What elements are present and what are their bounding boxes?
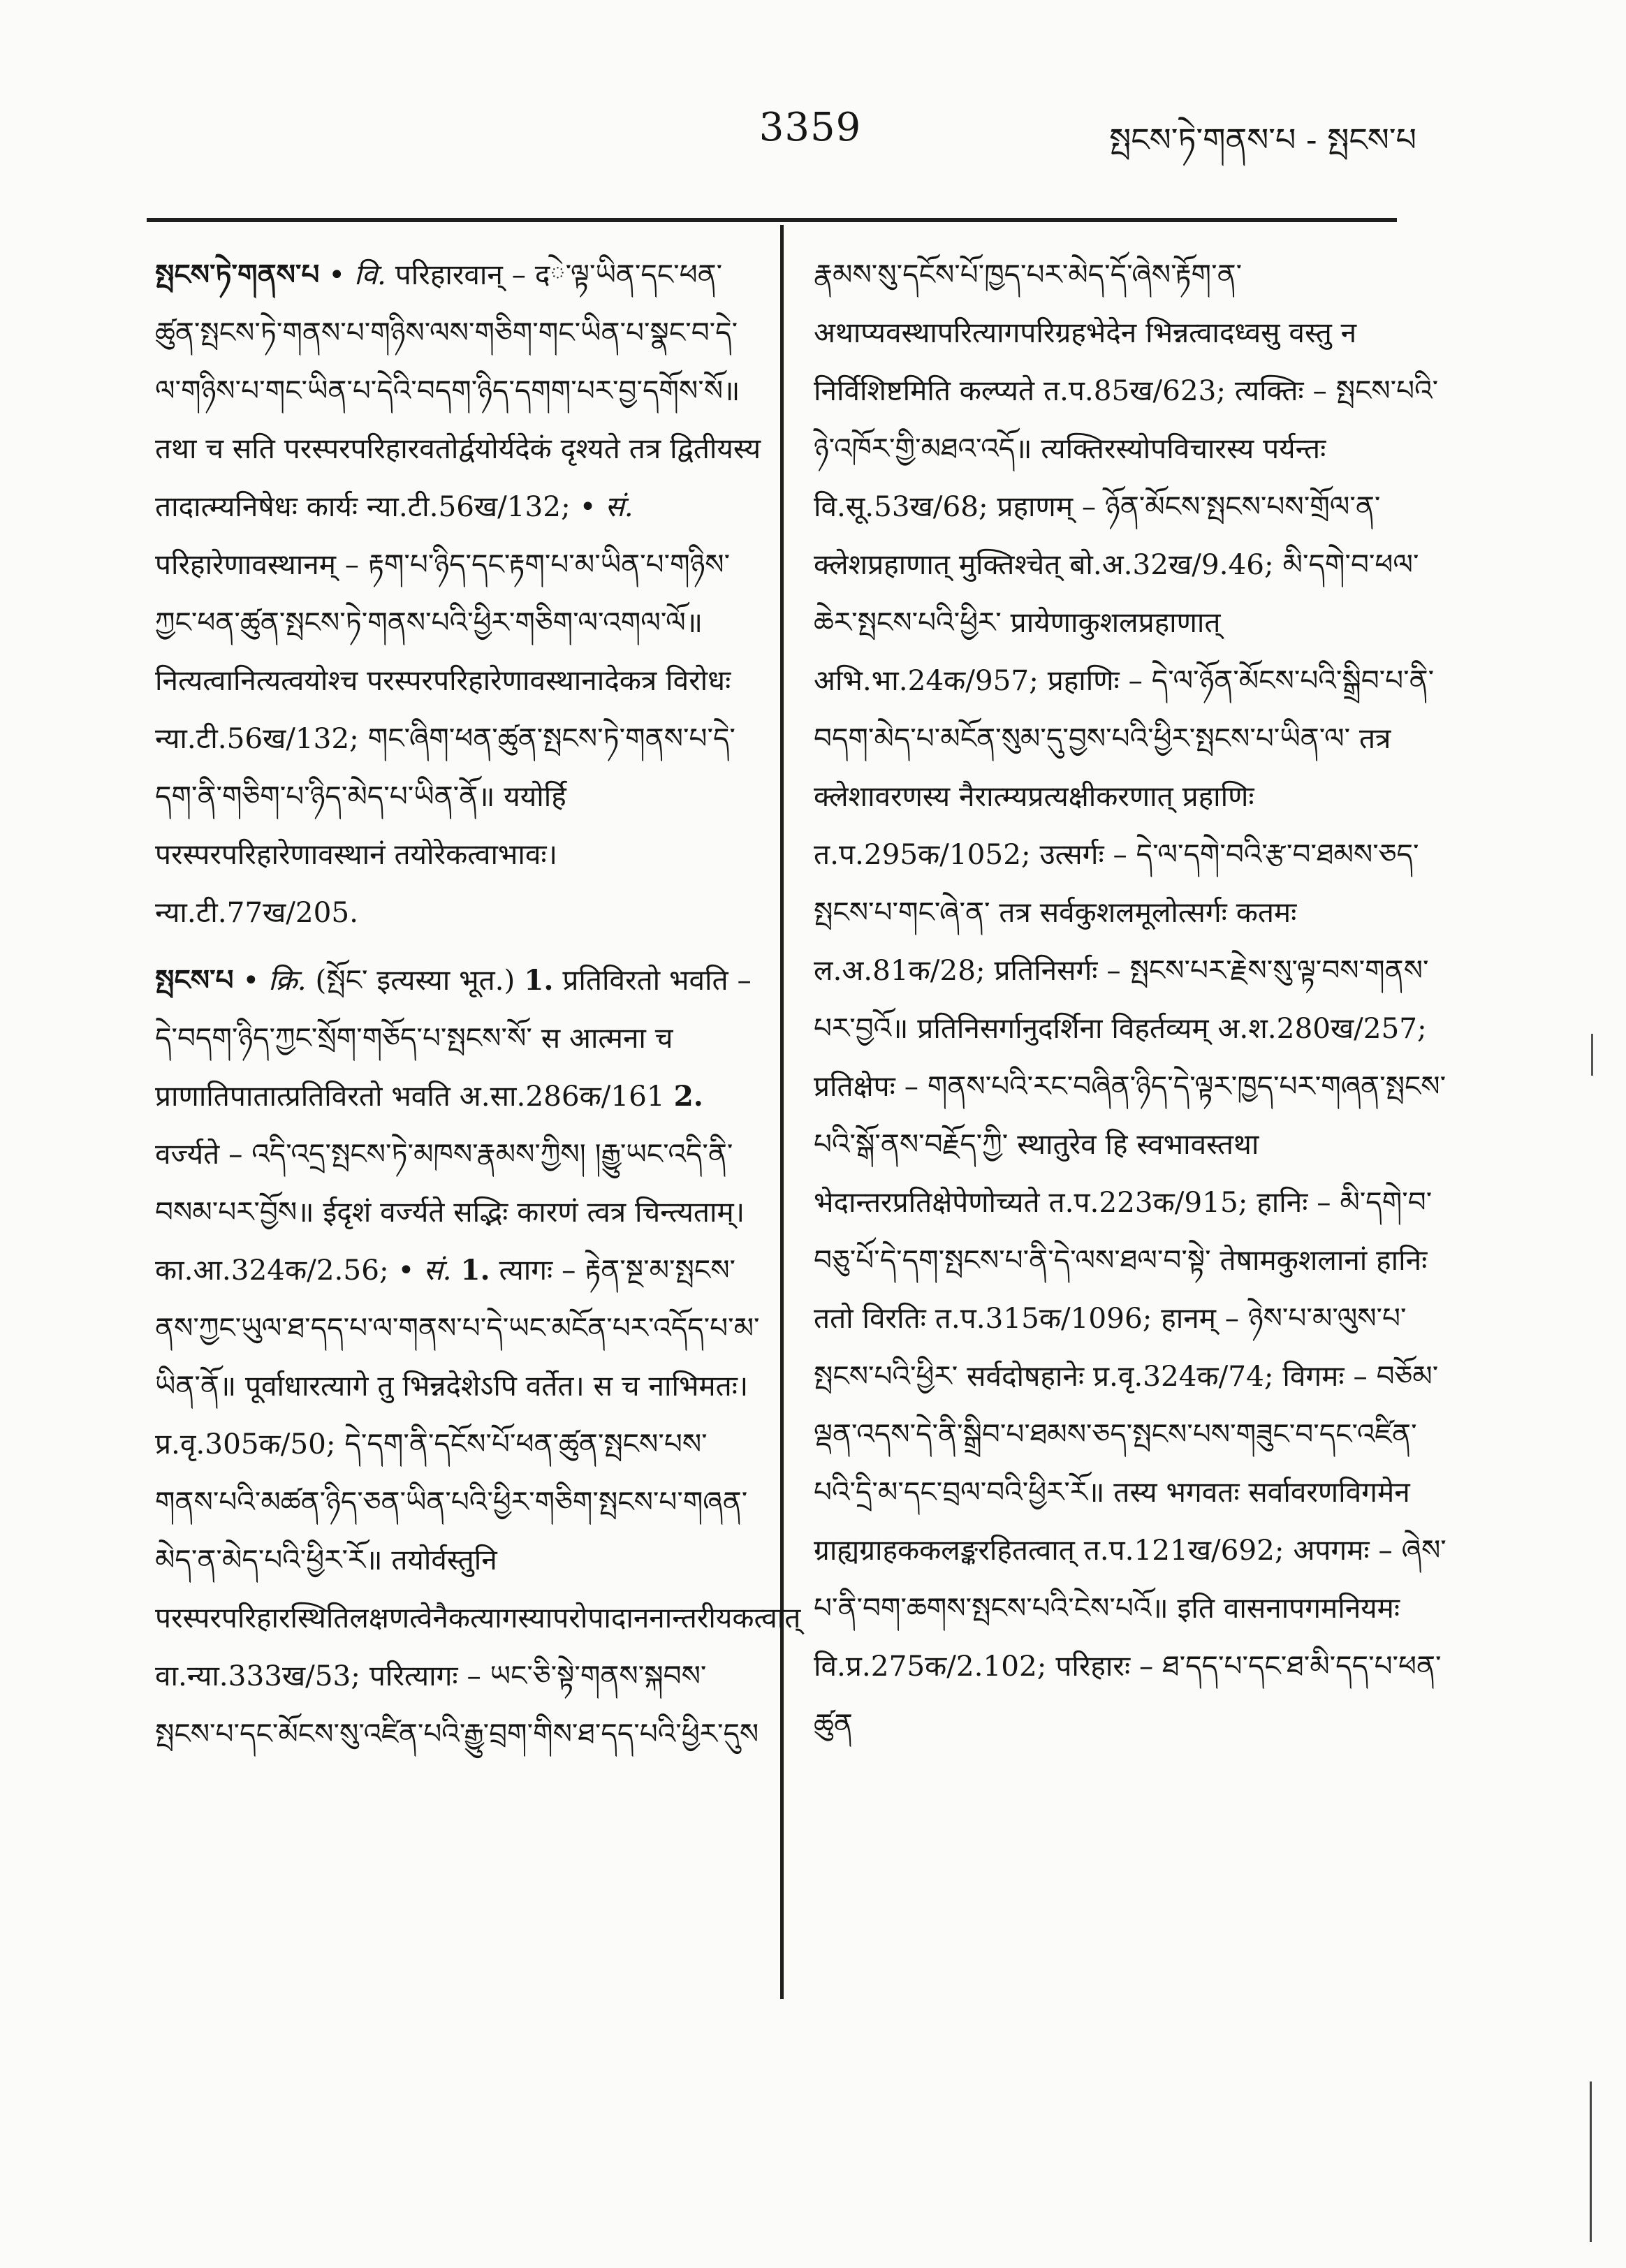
entry-text: प्रहाणिः – དེ་ལ་ཉོན་མོངས་པའི་སྒྲིབ་པ་ནི་བདག་མེད་པ་མངོན་སུམ་དུ་བྱས་པའི་ཕྱིར་སྤངས་པ་ཡིན་ལ་ तत्र क्लेशावरणस्य नैरात्म्यप्रत्यक्षीकरणात् प्रहाणिः — [814, 664, 1435, 813]
entry-text: अपगमः – ཞེས་པ་ནི་བག་ཆགས་སྤངས་པའི་ངེས་པའོ॥ इति वासनापगमनियमः — [814, 1533, 1446, 1625]
source-reference: त.प.223क/915; — [1048, 1185, 1248, 1219]
entry-text: प्रतिविरतो भवति – དེ་བདག་ཉིད་ཀྱང་སྲོག་གཅོད་པ་སྤངས་སོ་ स आत्मना च प्राणातिपातात्प्रतिविरतो भवति — [155, 963, 752, 1113]
entry-continuation — [814, 246, 1449, 1753]
page-edge-mark — [1590, 2082, 1592, 2242]
source-reference: वा.न्या.333ख/53; — [155, 1659, 360, 1692]
source-reference: बो.अ.32ख/9.46; — [1069, 548, 1274, 581]
page-number: 3359 — [759, 105, 862, 150]
source-reference: त.प.295क/1052; — [814, 837, 1031, 871]
sense-number: 1. — [460, 1253, 490, 1287]
entry-text: प्रतिनिसर्गः – སྤངས་པར་རྗེས་སུ་ལྟ་བས་གནས་པར་བྱའོ॥ प्रतिनिसर्गानुदर्शिना विहर्तव्यम् — [814, 953, 1429, 1045]
dictionary-entry — [155, 951, 801, 1763]
entry-text: परिहारेणावस्थानम् – རྟག་པ་ཉིད་དང་རྟག་པ་མ་ཡིན་པ་གཉིས་ཀྱང་ཕན་ཚུན་སྤངས་ཏེ་གནས་པའི་ཕྱིར་གཅིག་ལ་འགལ་ལོ॥ नित्यत्वानित्यत्वयोश्च परस्परपरिहारेणावस्थानादेकत्र विरोधः — [155, 548, 731, 697]
source-reference: ल.अ.81क/28; — [814, 953, 986, 987]
source-reference: का.आ.324क/2.56; — [155, 1253, 389, 1287]
entry-text: དེ་དག་ནི་དངོས་པོ་ཕན་ཚུན་སྤངས་པས་གནས་པའི་མཚན་ཉིད་ཅན་ཡིན་པའི་ཕྱིར་གཅིག་སྤངས་པ་གཞན་མེད་ན་མེད་པའི་ཕྱིར་རོ॥ तयोर्वस्तुनि परस्परपरिहारस्थितिलक्षणत्वेनैकत्यागस्यापरोपादाननान्तरीयकत्वात् — [155, 1427, 801, 1634]
source-reference: अ.सा.286क/161 — [459, 1079, 665, 1113]
entry-text: परिहारः – ཐ་དད་པ་དང་ཐ་མི་དད་པ་ཕན་ཚུན — [814, 1649, 1442, 1741]
source-reference: न्या.टी.56ख/132; — [155, 722, 359, 755]
column-divider — [780, 225, 784, 1999]
margin-tick-mark — [1591, 1034, 1593, 1076]
running-head: སྤངས་ཏེ་གནས་པ - སྤངས་པ — [1109, 121, 1416, 159]
entry-text: प्रतिक्षेपः – གནས་པའི་རང་བཞིན་ཉིད་དེ་ལྟར་ཁྱད་པར་གཞན་སྤངས་པའི་སྒོ་ནས་བརྗོད་ཀྱི་ स्थातुरेव हि स्वभावस्तथा भेदान्तरप्रतिक्षेपेणोच्यते — [814, 1069, 1446, 1219]
source-reference: न्या.टी.56ख/132; — [366, 490, 571, 523]
entry-text: प्रहाणम् – ཉོན་མོངས་སྤངས་པས་གྲོལ་ན་ क्लेशप्रहाणात् मुक्तिश्चेत् — [814, 490, 1381, 581]
entry-text: हानिः – མི་དགེ་བ་བཅུ་པོ་དེ་དག་སྤངས་པ་ནི་དེ་ལས་ཐལ་བ་སྟེ་ तेषामकुशलानां हानिः ततो विरतिः — [814, 1185, 1433, 1335]
source-reference: प्र.वृ.324क/74; — [1092, 1359, 1274, 1393]
source-reference: अ.श.280ख/257; — [1217, 1011, 1427, 1045]
right-column — [814, 246, 1449, 1753]
source-reference: त.प.121ख/692; — [1083, 1533, 1284, 1567]
entry-headword: སྤངས་ཏེ་གནས་པ — [155, 258, 320, 291]
entry-text: हानम् – ཉེས་པ་མ་ལུས་པ་སྤངས་པའི་ཕྱིར་ सर्वदोषहानेः — [814, 1301, 1407, 1393]
entry-text: परित्यागः – ཡང་ཅི་སྟེ་གནས་སྐབས་སྤངས་པ་དང་མོངས་སུ་འཛིན་པའི་རྒྱུ་བྲག་གིས་ཐ་དད་པའི་ཕྱིར་དུས — [155, 1659, 759, 1750]
entry-text: विगमः – བཅོམ་ལྡན་འདས་དེ་ནི་སྒྲིབ་པ་ཐམས་ཅད་སྤངས་པས་གཟུང་བ་དང་འཛིན་པའི་དྲི་མ་དང་བྲལ་བའི་ཕྱིར་རོ॥ तस्य भगवतः सर्वावरणविगमेन ग्राह्यग्राहककलङ्करहितत्वात् — [814, 1359, 1439, 1567]
source-reference: प्र.वृ.305क/50; — [155, 1427, 336, 1461]
entry-text: वर्ज्यते – འདི་འདྲ་སྤངས་ཏེ་མཁས་རྣམས་ཀྱིས། །རྒྱུ་ཡང་འདི་ནི་བསམ་པར་བྱོས॥ ईदृशं वर्ज्यते सद्भिः कारणं त्वत्र चिन्त्यताम्। — [155, 1137, 745, 1229]
left-column — [155, 246, 801, 1763]
source-reference: अभि.भा.24क/957; — [814, 664, 1039, 697]
part-of-speech: • क्रि. — [242, 963, 307, 997]
source-reference: त.प.85ख/623; — [1043, 374, 1226, 407]
entry-text: མི་དགེ་བ་ཕལ་ཆེར་སྤངས་པའི་ཕྱིར་ प्रायेणाकुशलप्रहाणात् — [814, 548, 1419, 639]
source-reference: वि.प्र.275क/2.102; — [814, 1649, 1047, 1683]
entry-text: त्यागः – རྟེན་སྔ་མ་སྤངས་ནས་ཀྱང་ཡུལ་ཐ་དད་པ་ལ་གནས་པ་དེ་ཡང་མངོན་པར་འདོད་པ་མ་ཡིན་ནོ॥ पूर्वाधारत्यागे तु भिन्नदेशेऽपि वर्तेत। स च नाभिमतः। — [155, 1253, 760, 1403]
source-reference: न्या.टी.77ख/205. — [155, 895, 359, 929]
source-reference: वि.सू.53ख/68; — [814, 490, 988, 523]
entry-text: (སྤོང་ इत्यस्या भूत.) — [315, 963, 515, 997]
part-of-speech: • सं. — [397, 1253, 452, 1287]
source-reference: त.प.315क/1096; — [935, 1301, 1152, 1335]
part-of-speech: • सं. — [579, 490, 633, 523]
sense-number: 1. — [524, 963, 554, 997]
entry-text: परिहारवान् – दེ་ལྟ་ཡིན་དང་ཕན་ཚུན་སྤངས་ཏེ་གནས་པ་གཉིས་ལས་གཅིག་གང་ཡིན་པ་སྣང་བ་དེ་ལ་གཉིས་པ་གང་ཡིན་པ་དེའི་བདག་ཉིད་དགག་པར་བྱ་དགོས་སོ॥ तथा च सति परस्परपरिहारवतोर्द्वयोर्यदेकं दृश्यते तत्र द्वितीयस्य तादात्म्यनिषेधः कार्यः — [155, 258, 761, 523]
entry-headword: སྤངས་པ — [155, 963, 234, 997]
entry-text: གང་ཞིག་ཕན་ཚུན་སྤངས་ཏེ་གནས་པ་དེ་དག་ནི་གཅིག་པ་ཉིད་མེད་པ་ཡིན་ནོ॥ ययोर्हि परस्परपरिहारेणावस्थानं तयोरेकत्वाभावः। — [155, 722, 735, 871]
entry-text: त्यक्तिः – སྤངས་པའི་ཉེ་འཁོར་གྱི་མཐའ་འདོ॥ त्यक्तिरस्योपविचारस्य पर्यन्तः — [814, 374, 1439, 465]
part-of-speech: • वि. — [328, 258, 386, 291]
entry-text: རྣམས་སུ་དངོས་པོ་ཁྱད་པར་མེད་དོ་ཞེས་རྟོག་ན་ अथाप्यवस्थापरित्यागपरिग्रहभेदेन भिन्नत्वादध्वसु वस्तु न निर्विशिष्टमिति कल्प्यते — [814, 258, 1357, 407]
sense-number: 2. — [673, 1079, 703, 1113]
dictionary-entry — [155, 246, 763, 942]
header-rule — [147, 218, 1397, 222]
entry-text: उत्सर्गः – དེ་ལ་དགེ་བའི་རྩ་བ་ཐམས་ཅད་སྤངས་པ་གང་ཞེ་ན་ तत्र सर्वकुशलमूलोत्सर्गः कतमः — [814, 837, 1419, 929]
